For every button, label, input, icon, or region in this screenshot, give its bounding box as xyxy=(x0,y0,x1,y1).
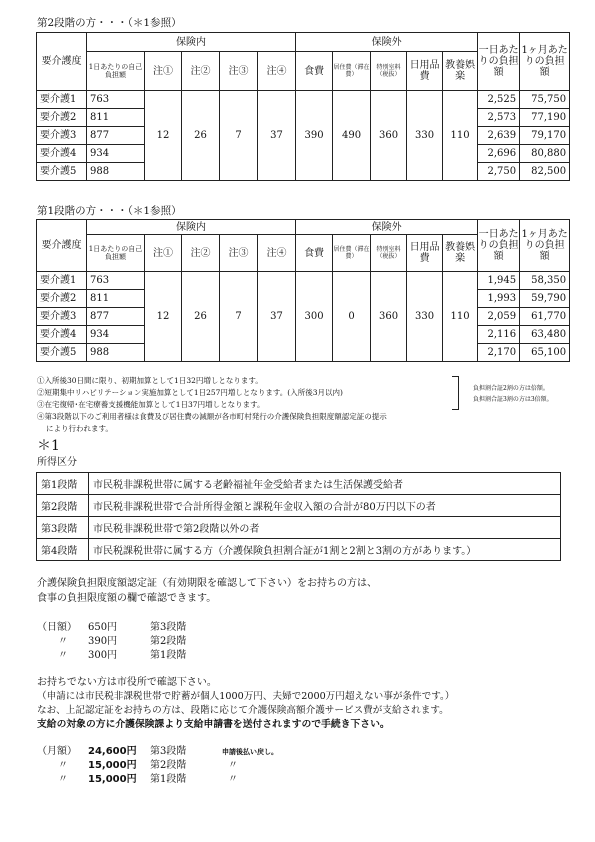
daily-stage-1: 第3段階 xyxy=(150,622,187,633)
note-side-2: 負担割合証3割の方は3倍額。 xyxy=(473,396,553,403)
desc-cell: 市民税非課税世帯で合計所得金額と課税年金収入額の合計が80万円以下の者 xyxy=(89,495,561,517)
desc-cell: 市民税課税世帯に属する方（介護保険負担割合証が1割と2割と3割の方があります。） xyxy=(89,539,561,561)
level-cell: 要介護4 xyxy=(37,145,87,163)
day-cell: 1,993 xyxy=(478,290,520,308)
hokennai-header: 保険内 xyxy=(87,33,296,52)
note3-cell: 7 xyxy=(220,91,258,181)
monthly-note-1: 申請後払い戻し。 xyxy=(222,748,278,756)
monthly-note-2: 〃 xyxy=(228,760,238,771)
cert-line-1: 介護保険負担限度額認定証（有効期限を確認して下さい）をお持ちの方は、 xyxy=(37,578,377,589)
stage-cell: 第4段階 xyxy=(37,539,89,561)
stage-cell: 第3段階 xyxy=(37,517,89,539)
goods-header: 日用品費 xyxy=(407,52,443,91)
info-line-1: お持ちでない方は市役所で確認下さい。 xyxy=(37,677,217,688)
info-line-2: （申請には市民税非課税世帯で貯蓄が個人1000万円、夫婦で2000万円超えない事が条件です。） xyxy=(37,691,455,702)
hokengai-header: 保険外 xyxy=(296,220,478,235)
per-day-header: 一日あたりの負担額 xyxy=(478,220,520,272)
day-cell: 1,945 xyxy=(478,272,520,290)
ditto-mark: 〃 xyxy=(58,650,68,661)
stay-cell: 0 xyxy=(333,272,371,362)
daily-amount-1: 650円 xyxy=(88,622,118,633)
note3-cell: 7 xyxy=(220,272,258,362)
daily-self-header: 1日あたりの自己負担額 xyxy=(87,235,145,272)
month-cell: 77,190 xyxy=(520,109,570,127)
monthly-stage-1: 第3段階 xyxy=(150,746,187,757)
monthly-note-3: 〃 xyxy=(228,774,238,785)
level-cell: 要介護5 xyxy=(37,344,87,362)
note1-header: 注① xyxy=(145,52,182,91)
daily-self-header: 1日あたりの自己負担額 xyxy=(87,52,145,91)
table-row xyxy=(37,91,570,109)
desc-cell: 市民税非課税世帯に属する老齢福祉年金受給者または生活保護受給者 xyxy=(89,473,561,495)
level-cell: 要介護5 xyxy=(37,163,87,181)
monthly-amount-1: 24,600円 xyxy=(88,746,137,757)
self-cell: 934 xyxy=(87,145,145,163)
self-cell: 877 xyxy=(87,127,145,145)
note2-cell: 26 xyxy=(182,91,220,181)
note-brace xyxy=(452,376,459,410)
table-row xyxy=(37,517,561,539)
month-cell: 59,790 xyxy=(520,290,570,308)
stay-header: 居住費（滞在費） xyxy=(333,235,371,272)
self-cell: 811 xyxy=(87,290,145,308)
goods-cell: 330 xyxy=(407,91,443,181)
monthly-label: （月額） xyxy=(37,746,77,757)
daily-stage-3: 第1段階 xyxy=(150,650,187,661)
stage-cell: 第1段階 xyxy=(37,473,89,495)
monthly-amount-3: 15,000円 xyxy=(88,774,137,785)
note-2: ②短期集中リハビリテーション実施加算として1日257円増しとなります。(入所後3月以内) xyxy=(37,388,343,397)
room-header: 特別室料（税抜） xyxy=(371,52,407,91)
note1-cell: 12 xyxy=(145,91,182,181)
cert-line-2: 食事の負担限度額の欄で確認できます。 xyxy=(37,593,217,604)
note3-header: 注③ xyxy=(220,235,258,272)
note1-cell: 12 xyxy=(145,272,182,362)
note-side-1: 負担割合証2割の方は倍額。 xyxy=(473,385,549,392)
income-table xyxy=(36,472,561,561)
stay-header: 居住費（滞在費） xyxy=(333,52,371,91)
note-3: ③在宅復帰･在宅療養支援機能加算として1日37円増しとなります。 xyxy=(37,400,265,409)
level-cell: 要介護2 xyxy=(37,290,87,308)
note2-cell: 26 xyxy=(182,272,220,362)
note-4b: により行われます。 xyxy=(46,424,113,433)
monthly-amount-2: 15,000円 xyxy=(88,760,137,771)
self-cell: 811 xyxy=(87,109,145,127)
edu-cell: 110 xyxy=(443,272,478,362)
footnote-marker: ＊1 xyxy=(37,438,60,454)
table-row xyxy=(37,495,561,517)
table-row xyxy=(37,473,561,495)
food-cell: 390 xyxy=(296,91,333,181)
day-cell: 2,696 xyxy=(478,145,520,163)
info-line-3: なお、上記認定証をお持ちの方は、段階に応じて介護保険高額介護サービス費が支給されます。 xyxy=(37,705,449,716)
daily-label: （日額） xyxy=(37,622,77,633)
level-cell: 要介護3 xyxy=(37,127,87,145)
per-month-header: 1ヶ月あたりの負担額 xyxy=(520,220,570,272)
month-cell: 75,750 xyxy=(520,91,570,109)
self-cell: 877 xyxy=(87,308,145,326)
hokengai-header: 保険外 xyxy=(296,33,478,52)
monthly-stage-2: 第2段階 xyxy=(150,760,187,771)
table2-title: 第2段階の方・・・（＊1参照） xyxy=(37,17,182,29)
food-cell: 300 xyxy=(296,272,333,362)
food-header: 食費 xyxy=(296,235,333,272)
goods-header: 日用品費 xyxy=(407,235,443,272)
fee-table-stage1 xyxy=(36,219,570,362)
room-cell: 360 xyxy=(371,91,407,181)
table1-title: 第1段階の方・・・（＊1参照） xyxy=(37,205,182,217)
per-month-header: 1ヶ月あたりの負担額 xyxy=(520,33,570,91)
note4-cell: 37 xyxy=(258,91,296,181)
month-cell: 58,350 xyxy=(520,272,570,290)
note-1: ①入所後30日間に限り、初期加算として1日32円増しとなります。 xyxy=(37,376,263,385)
stage-cell: 第2段階 xyxy=(37,495,89,517)
self-cell: 763 xyxy=(87,91,145,109)
info-line-4: 支給の対象の方に介護保険課より支給申請書を送付されますので手続き下さい。 xyxy=(37,719,390,730)
per-day-header: 一日あたりの負担額 xyxy=(478,33,520,91)
month-cell: 82,500 xyxy=(520,163,570,181)
note2-header: 注② xyxy=(182,52,220,91)
day-cell: 2,116 xyxy=(478,326,520,344)
level-cell: 要介護1 xyxy=(37,91,87,109)
note-4a: ④第3段階以下のご利用者様は食費及び居住費の減額が各市町村発行の介護保険負担限度額認定証の提示 xyxy=(37,412,387,421)
daily-amount-2: 390円 xyxy=(88,636,118,647)
ditto-mark: 〃 xyxy=(58,636,68,647)
edu-cell: 110 xyxy=(443,91,478,181)
day-cell: 2,525 xyxy=(478,91,520,109)
stay-cell: 490 xyxy=(333,91,371,181)
monthly-stage-3: 第1段階 xyxy=(150,774,187,785)
self-cell: 988 xyxy=(87,163,145,181)
income-title: 所得区分 xyxy=(37,457,77,468)
month-cell: 63,480 xyxy=(520,326,570,344)
ditto-mark: 〃 xyxy=(58,760,68,771)
edu-header: 教養娯楽 xyxy=(443,235,478,272)
level-cell: 要介護2 xyxy=(37,109,87,127)
level-cell: 要介護1 xyxy=(37,272,87,290)
month-cell: 65,100 xyxy=(520,344,570,362)
table-row xyxy=(37,539,561,561)
month-cell: 80,880 xyxy=(520,145,570,163)
daily-stage-2: 第2段階 xyxy=(150,636,187,647)
note1-header: 注① xyxy=(145,235,182,272)
fee-table-stage2 xyxy=(36,32,570,181)
table-row xyxy=(37,272,570,290)
desc-cell: 市民税非課税世帯で第2段階以外の者 xyxy=(89,517,561,539)
day-cell: 2,750 xyxy=(478,163,520,181)
day-cell: 2,170 xyxy=(478,344,520,362)
goods-cell: 330 xyxy=(407,272,443,362)
note3-header: 注③ xyxy=(220,52,258,91)
level-header: 要介護度 xyxy=(37,33,87,91)
level-header: 要介護度 xyxy=(37,220,87,272)
note4-cell: 37 xyxy=(258,272,296,362)
room-header: 特別室料（税抜） xyxy=(371,235,407,272)
month-cell: 79,170 xyxy=(520,127,570,145)
food-header: 食費 xyxy=(296,52,333,91)
day-cell: 2,059 xyxy=(478,308,520,326)
self-cell: 763 xyxy=(87,272,145,290)
day-cell: 2,573 xyxy=(478,109,520,127)
edu-header: 教養娯楽 xyxy=(443,52,478,91)
room-cell: 360 xyxy=(371,272,407,362)
day-cell: 2,639 xyxy=(478,127,520,145)
level-cell: 要介護4 xyxy=(37,326,87,344)
ditto-mark: 〃 xyxy=(58,774,68,785)
self-cell: 988 xyxy=(87,344,145,362)
self-cell: 934 xyxy=(87,326,145,344)
note2-header: 注② xyxy=(182,235,220,272)
level-cell: 要介護3 xyxy=(37,308,87,326)
note4-header: 注④ xyxy=(258,235,296,272)
note4-header: 注④ xyxy=(258,52,296,91)
hokennai-header: 保険内 xyxy=(87,220,296,235)
daily-amount-3: 300円 xyxy=(88,650,118,661)
month-cell: 61,770 xyxy=(520,308,570,326)
